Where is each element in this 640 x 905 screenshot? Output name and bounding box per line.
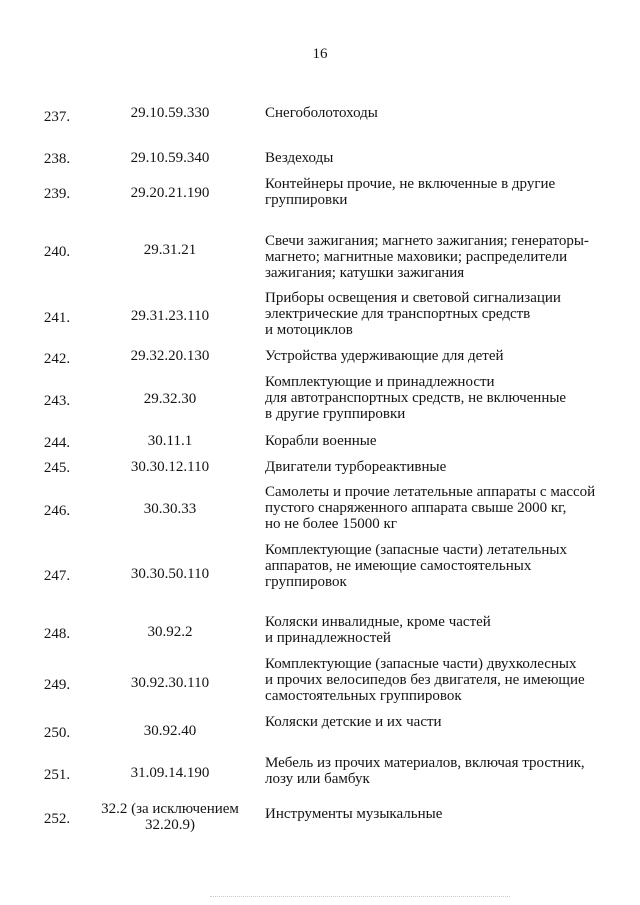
row-code: 30.92.2	[147, 624, 193, 640]
row-number: 249.	[43, 677, 71, 693]
row-name: Комплектующие и принадлежности для автотранспортных средств, не включенные в другие группировки	[265, 374, 567, 422]
row-number: 238.	[43, 151, 71, 167]
row-code: 29.31.21	[143, 242, 197, 258]
row-code: 30.11.1	[147, 433, 193, 449]
row-name: Коляски инвалидные, кроме частей и принадлежностей	[265, 614, 491, 646]
row-name: Комплектующие (запасные части) двухколесных и прочих велосипедов без двигателя, не имеющие самостоятельных группировок	[265, 656, 585, 704]
row-name: Вездеходы	[265, 150, 334, 166]
row-number: 246.	[43, 503, 71, 519]
row-number: 241.	[43, 310, 71, 326]
row-number: 242.	[43, 351, 71, 367]
row-number: 239.	[43, 186, 71, 202]
row-number: 237.	[43, 109, 71, 125]
row-name: Свечи зажигания; магнето зажигания; генераторы- магнето; магнитные маховики; распределители зажигания; катушки зажигания	[265, 233, 589, 281]
row-name: Коляски детские и их части	[265, 714, 442, 730]
row-code: 29.20.21.190	[130, 185, 210, 201]
row-name: Инструменты музыкальные	[265, 806, 443, 822]
page-number: 16	[312, 46, 328, 62]
row-number: 247.	[43, 568, 71, 584]
row-code: 30.92.40	[143, 723, 197, 739]
row-number: 250.	[43, 725, 71, 741]
row-code: 29.10.59.330	[130, 105, 210, 121]
row-name: Двигатели турбореактивные	[265, 459, 447, 475]
scan-edge-divider	[210, 896, 510, 897]
row-number: 245.	[43, 460, 71, 476]
row-code: 31.09.14.190	[130, 765, 210, 781]
row-name: Контейнеры прочие, не включенные в другие группировки	[265, 176, 556, 208]
row-name: Мебель из прочих материалов, включая тростник, лозу или бамбук	[265, 755, 585, 787]
row-code: 32.2 (за исключением 32.20.9)	[101, 801, 239, 833]
row-code: 30.30.12.110	[130, 459, 210, 475]
row-number: 252.	[43, 811, 71, 827]
row-code: 30.30.50.110	[130, 566, 210, 582]
row-name: Устройства удерживающие для детей	[265, 348, 504, 364]
row-code: 29.31.23.110	[130, 308, 210, 324]
row-name: Самолеты и прочие летательные аппараты с массой пустого снаряженного аппарата свыше 2000 кг, но не более 15000 кг	[265, 484, 596, 532]
row-code: 29.32.20.130	[130, 348, 210, 364]
row-code: 29.32.30	[143, 391, 197, 407]
row-name: Приборы освещения и световой сигнализации электрические для транспортных средств и мотоциклов	[265, 290, 561, 338]
row-number: 251.	[43, 767, 71, 783]
row-number: 248.	[43, 626, 71, 642]
row-name: Комплектующие (запасные части) летательных аппаратов, не имеющие самостоятельных группировок	[265, 542, 567, 590]
row-number: 244.	[43, 435, 71, 451]
row-name: Корабли военные	[265, 433, 377, 449]
row-code: 30.92.30.110	[130, 675, 210, 691]
row-code: 29.10.59.340	[130, 150, 210, 166]
row-code: 30.30.33	[143, 501, 197, 517]
row-number: 240.	[43, 244, 71, 260]
row-name: Снегоболотоходы	[265, 105, 378, 121]
row-number: 243.	[43, 393, 71, 409]
